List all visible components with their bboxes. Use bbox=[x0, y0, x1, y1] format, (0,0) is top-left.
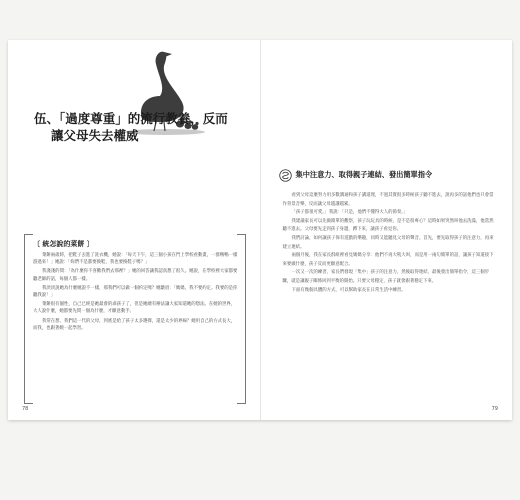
body-text bbox=[283, 192, 497, 295]
story-paragraph: 菜餅兩歲時，把鞋子丟進了洗衣機，她說：「每天下午，這三個小孩在門上學校看動畫，一群鴨鴨一樣游過來！」她說：「妳們不是都要換鞋，我也要換鞋子嗎？」 bbox=[33, 253, 238, 266]
story-body bbox=[33, 252, 239, 334]
body-paragraph: 兩個月後，我在家長群組裡看見媽媽分享：他們不再大吼大叫，而是用一兩句簡單的話，讓孩子知道接下來要做什麼，孩子反而更願意配合。 bbox=[282, 253, 494, 267]
body-paragraph: 「孩子都很可愛。」我說：「只是，他們不懂得大人的節奏。」 bbox=[291, 210, 408, 216]
story-paragraph: 我淺淺的問：「為什麼你不喜歡我們去那裡？」她的回答讓我認真想了很久。她說，在學校裡大家都要聽老師的話，每個人都一樣。 bbox=[33, 269, 238, 282]
body-paragraph: 看到父母這麼努力用多數溝通和孩子講道理，不過其實很多時候孩子聽不進去，說再多的話他們也只會當作背景音樂，反而讓父母越講越累。 bbox=[282, 193, 494, 207]
chapter-title bbox=[34, 110, 244, 144]
body-paragraph: 我建議家長可以先做簡單的觀察，孩子玩玩具的時候，是不是很專心？這時如果突然叫他去洗澡，他當然聽不進去。父母要先走到孩子身邊，蹲下來，讓孩子看見你。 bbox=[282, 218, 494, 233]
story-paragraph: 我常在想，我們這一代的父母，到底是給了孩子太多選擇，還是太少的界線？她用自己的方式長大，而我，也跟著她一起學習。 bbox=[33, 318, 236, 331]
chapter-title-line2: 讓父母失去權威 bbox=[51, 128, 139, 143]
section-header bbox=[279, 168, 505, 182]
right-page bbox=[261, 40, 513, 420]
story-title: 〔 統怎說的菜餅 〕 bbox=[33, 240, 94, 248]
story-paragraph: 我淡淡說她為什麼她說不一樣，那我們可以做一個約定嗎？她皺眉：「媽媽，我不要約定。我要的是你聽我說！」 bbox=[33, 285, 238, 299]
body-paragraph: 我們討論，如何讓孩子保有遊戲的樂趣，同時又能聽見父母的聲音。首先，要先取得孩子的注意力，再來建立連結。 bbox=[282, 235, 494, 250]
page-number-left: 78 bbox=[22, 406, 29, 412]
page-number-right: 79 bbox=[491, 406, 498, 412]
body-paragraph: 一次又一次的練習，家長們發現「集中」孩子的注意力，然後取得連結，最後發出簡單指令，這三個步驟，就是讓親子關係回到平衡的開始。只要父母穩定，孩子就會跟著穩定下來。 bbox=[282, 270, 490, 284]
book-spread bbox=[8, 40, 512, 420]
knot-icon bbox=[279, 169, 292, 182]
story-paragraph: 菜餅很有個性，自己已經是她最會的乖孩子了，但是她總有辦法讓大家知道她的想法。在她的世界，大人說什麼，她都要先問一個為什麼，才願意動手。 bbox=[33, 302, 236, 315]
body-paragraph: 下面有幾個具體的方式，可以幫助家長在日常生活中練習。 bbox=[291, 287, 406, 293]
chapter-title-line1: 伍、「過度尊重」的流行教養，反而 bbox=[34, 111, 228, 126]
story-box bbox=[24, 234, 246, 404]
section-title: 集中注意力、取得親子連結、發出簡單指令 bbox=[295, 170, 433, 179]
left-page bbox=[8, 40, 261, 420]
